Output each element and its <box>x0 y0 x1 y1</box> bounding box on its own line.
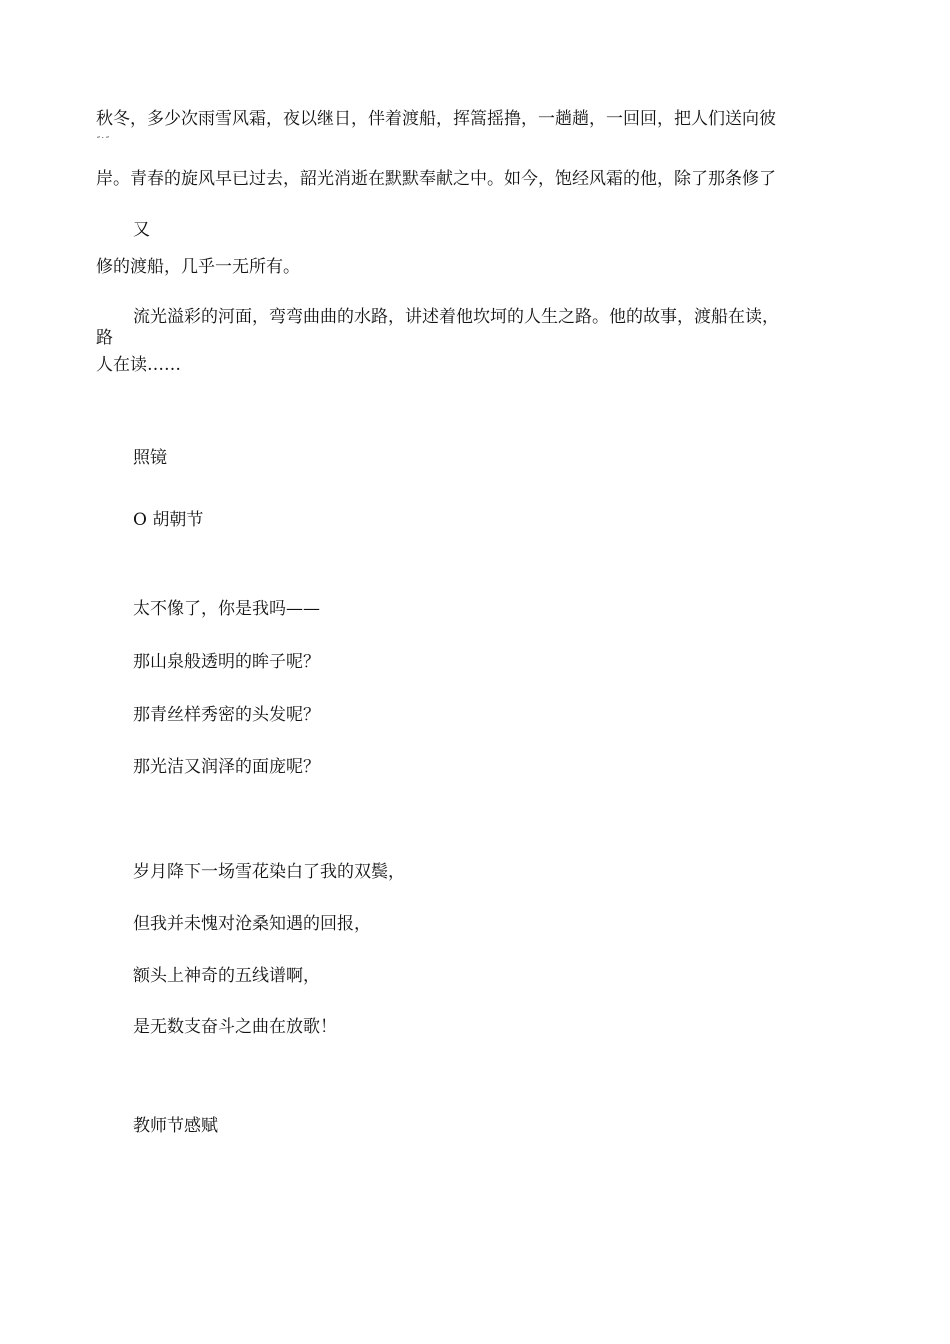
paragraph-line-7: 人在读…… <box>96 355 181 375</box>
poem-verse-2: 那山泉般透明的眸子呢？ <box>133 652 320 672</box>
paragraph-line-2: 岸。青春的旋风早已过去，韶光消逝在默默奉献之中。如今，饱经风霜的他，除了那条修了 <box>96 169 776 189</box>
poem-verse-5: 岁月降下一场雪花染白了我的双鬓， <box>133 862 405 882</box>
poem-verse-1: 太不像了，你是我吗—— <box>133 599 320 619</box>
poem-verse-7: 额头上神奇的五线谱啊， <box>133 966 320 986</box>
poem-verse-3: 那青丝样秀密的头发呢？ <box>133 705 320 725</box>
paragraph-line-4: 修的渡船，几乎一无所有。 <box>96 257 300 277</box>
paragraph-line-3: 又 <box>133 220 150 240</box>
poem-verse-8: 是无数支奋斗之曲在放歌！ <box>133 1017 337 1037</box>
paragraph-line-6: 路 <box>96 328 113 348</box>
poem-title: 照镜 <box>133 448 167 468</box>
stray-mark: ˝˙˝ <box>96 137 110 147</box>
next-section-title: 教师节感赋 <box>133 1116 218 1136</box>
poem-verse-6: 但我并未愧对沧桑知遇的回报， <box>133 914 371 934</box>
poem-verse-4: 那光洁又润泽的面庞呢？ <box>133 757 320 777</box>
paragraph-line-5: 流光溢彩的河面，弯弯曲曲的水路，讲述着他坎坷的人生之路。他的故事，渡船在读， <box>133 307 779 327</box>
paragraph-line-1: 秋冬，多少次雨雪风霜，夜以继日，伴着渡船，挥篙摇撸，一趟趟，一回回，把人们送向彼 <box>96 109 776 129</box>
poem-author: O 胡朝节 <box>133 510 204 530</box>
